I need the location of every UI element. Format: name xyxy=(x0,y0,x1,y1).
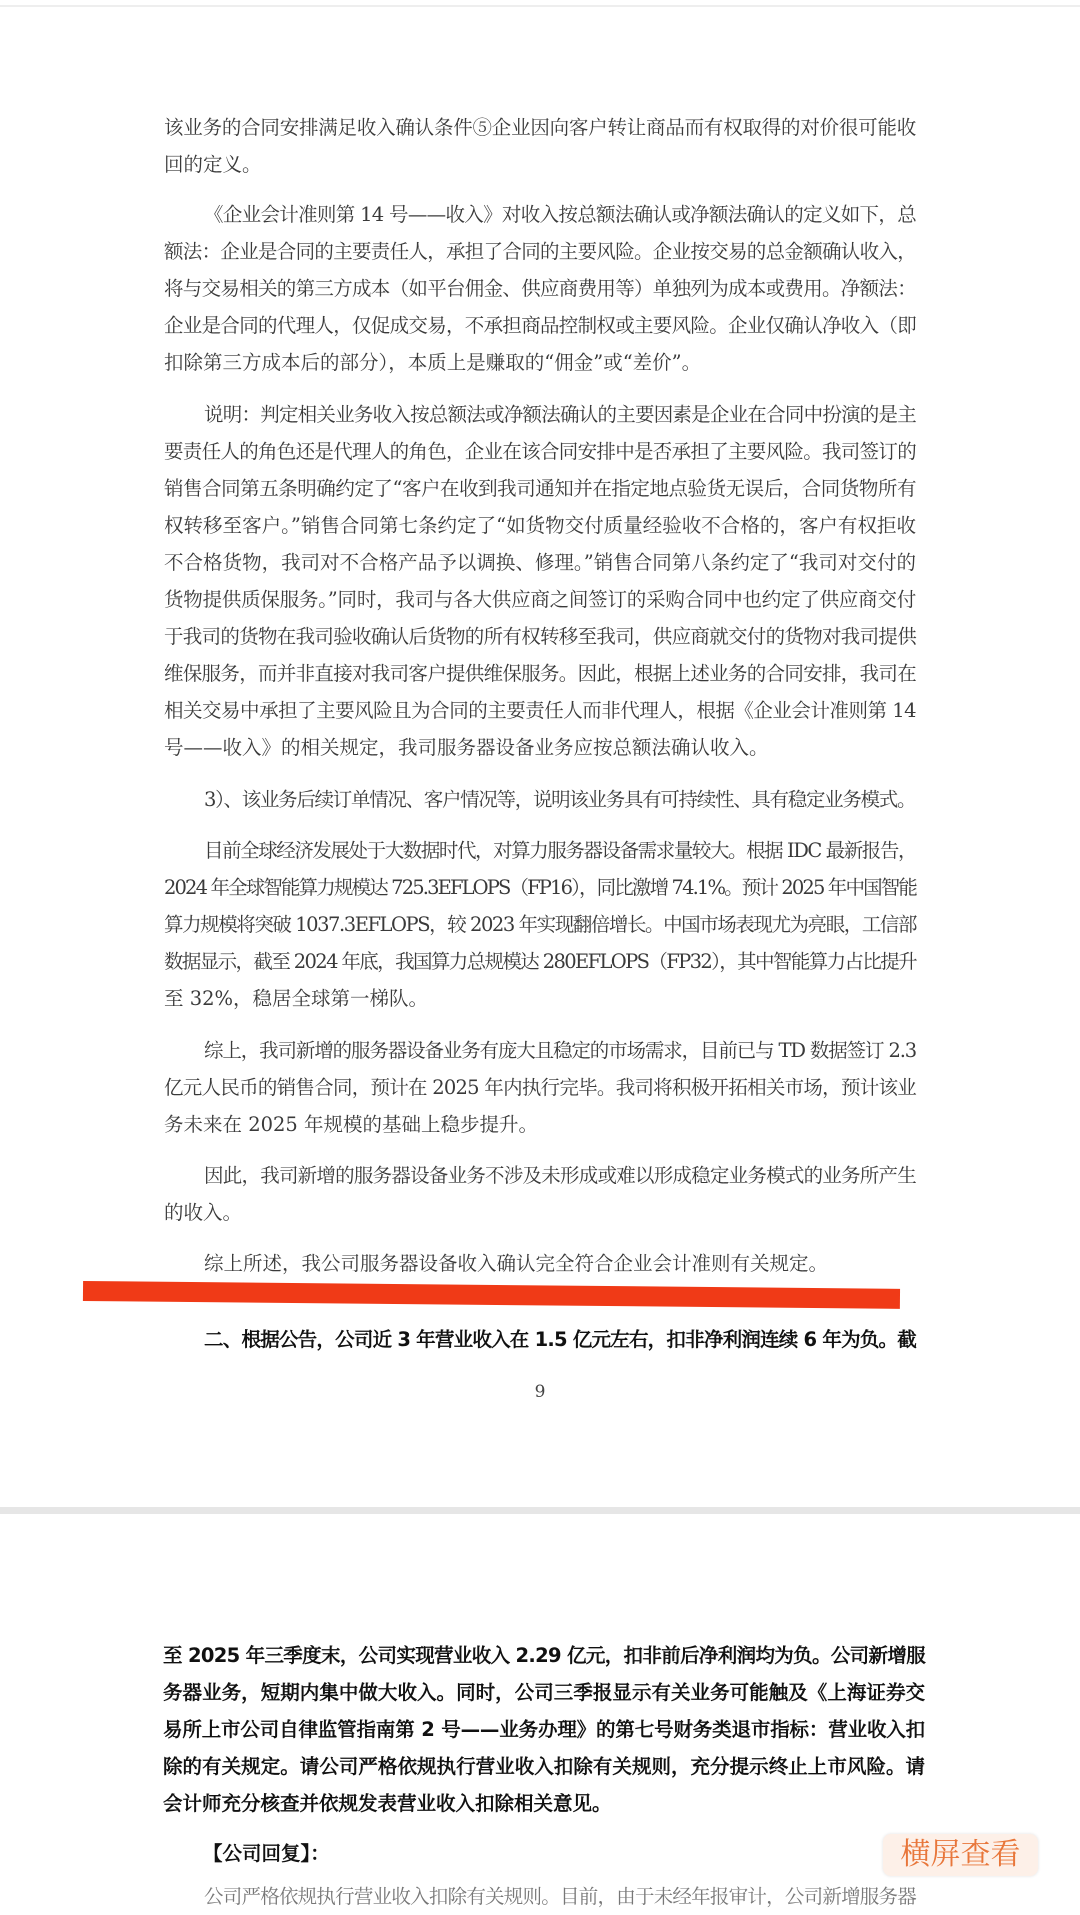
paragraph-line: 扣除第三方成本后的部分），本质上是赚取的“佣金”或“差价”。 xyxy=(164,351,702,374)
paragraph-line: 于我司的货物在我司验收确认后货物的所有权转移至我司，供应商就交付的货物对我司提供 xyxy=(164,625,916,648)
question-2-heading xyxy=(164,1321,916,1358)
red-highlight-underline xyxy=(83,1281,900,1309)
paragraph-line: 权转移至客户。”销售合同第七条约定了“如货物交付质量经验收不合格的，客户有权拒收 xyxy=(164,514,916,537)
question-line: 会计师充分核查并依规发表营业收入扣除相关意见。 xyxy=(163,1792,612,1815)
paragraph-line: 综上，我司新增的服务器设备业务有庞大且稳定的市场需求，目前已与 TD 数据签订 2.3 xyxy=(204,1039,916,1062)
paragraph-line: 因此，我司新增的服务器设备业务不涉及未形成或难以形成稳定业务模式的业务所产生 xyxy=(204,1164,916,1187)
question-line: 除的有关规定。请公司严格依规执行营业收入扣除有关规则，充分提示终止上市风险。请 xyxy=(163,1755,925,1778)
paragraph xyxy=(164,396,916,766)
paragraph-line: 销售合同第五条明确约定了“客户在收到我司通知并在指定地点验货无误后，合同货物所有 xyxy=(164,477,916,500)
paragraph-line: 《企业会计准则第 14 号——收入》对收入按总额法确认或净额法确认的定义如下，总 xyxy=(204,203,916,226)
viewer-top-divider xyxy=(0,5,1080,7)
paragraph-line: 回的定义。 xyxy=(164,153,262,176)
paragraph-line: 号——收入》的相关规定，我司服务器设备业务应按总额法确认收入。 xyxy=(164,736,769,759)
paragraph-line: 数据显示，截至 2024 年底，我国算力总规模达 280EFLOPS（FP32），其中智能算力占比提升 xyxy=(164,950,916,973)
paragraph-line: 算力规模将突破 1037.3EFLOPS，较 2023 年实现翻倍增长。中国市场表现尤为亮眼，工信部 xyxy=(164,913,916,936)
paragraph-line: 亿元人民币的销售合同，预计在 2025 年内执行完毕。我司将积极开拓相关市场，预计该业 xyxy=(164,1076,916,1099)
landscape-view-button[interactable]: 横屏查看 xyxy=(883,1834,1038,1876)
paragraph xyxy=(164,196,916,381)
paragraph-line: 至 32%，稳居全球第一梯队。 xyxy=(164,987,429,1010)
paragraph xyxy=(164,109,916,183)
paragraph-line: 综上所述，我公司服务器设备收入确认完全符合企业会计准则有关规定。 xyxy=(204,1252,829,1275)
question-line: 务器业务，短期内集中做大收入。同时，公司三季报显示有关业务可能触及《上海证券交 xyxy=(163,1681,925,1704)
paragraph xyxy=(164,1157,916,1231)
paragraph-line: 目前全球经济发展处于大数据时代，对算力服务器设备需求量较大。根据 IDC 最新报告， xyxy=(204,839,916,862)
paragraph xyxy=(164,1245,916,1282)
paragraph-line: 不合格货物，我司对不合格产品予以调换、修理。”销售合同第八条约定了“我司对交付的 xyxy=(164,551,916,574)
question-line: 易所上市公司自律监管指南第 2 号——业务办理》的第七号财务类退市指标：营业收入扣 xyxy=(163,1718,925,1741)
paragraph xyxy=(164,832,916,1017)
paragraph xyxy=(164,1032,916,1143)
paragraph xyxy=(164,781,916,818)
paragraph-line: 说明：判定相关业务收入按总额法或净额法确认的主要因素是企业在合同中扮演的是主 xyxy=(204,403,916,426)
reply-paragraph xyxy=(164,1878,916,1915)
paragraph-line: 相关交易中承担了主要风险且为合同的主要责任人而非代理人，根据《企业会计准则第 14 xyxy=(164,699,916,722)
question-2-continued xyxy=(163,1637,925,1822)
paragraph-line: 额法：企业是合同的主要责任人，承担了合同的主要风险。企业按交易的总金额确认收入， xyxy=(164,240,916,263)
company-reply-heading xyxy=(163,1835,925,1872)
paragraph-line: 的收入。 xyxy=(164,1201,243,1224)
paragraph-line: 将与交易相关的第三方成本（如平台佣金、供应商费用等）单独列为成本或费用。净额法： xyxy=(164,277,916,300)
question-line: 至 2025 年三季度末，公司实现营业收入 2.29 亿元，扣非前后净利润均为负。公司新增服 xyxy=(163,1644,925,1667)
reply-first-line: 公司严格依规执行营业收入扣除有关规则。目前，由于未经年报审计，公司新增服务器 xyxy=(204,1885,916,1908)
paragraph-line: 要责任人的角色还是代理人的角色，企业在该合同安排中是否承担了主要风险。我司签订的 xyxy=(164,440,916,463)
page-number: 9 xyxy=(534,1382,546,1402)
paragraph-line: 务未来在 2025 年规模的基础上稳步提升。 xyxy=(164,1113,539,1136)
paragraph-line: 3）、该业务后续订单情况、客户情况等，说明该业务具有可持续性、具有稳定业务模式。 xyxy=(204,788,916,811)
reply-heading-text: 【公司回复】： xyxy=(203,1842,330,1865)
question-heading-line: 二、根据公告，公司近 3 年营业收入在 1.5 亿元左右，扣非净利润连续 6 年为负。截 xyxy=(204,1328,916,1351)
paragraph-line: 该业务的合同安排满足收入确认条件⑤企业因向客户转让商品而有权取得的对价很可能收 xyxy=(164,116,916,139)
paragraph-line: 企业是合同的代理人，仅促成交易，不承担商品控制权或主要风险。企业仅确认净收入（即 xyxy=(164,314,916,337)
paragraph-line: 货物提供质保服务。”同时，我司与各大供应商之间签订的采购合同中也约定了供应商交付 xyxy=(164,588,916,611)
page-break-divider xyxy=(0,1507,1080,1514)
paragraph-line: 2024 年全球智能算力规模达 725.3EFLOPS（FP16），同比激增 74.1%。预计 2025 年中国智能 xyxy=(164,876,916,899)
paragraph-line: 维保服务，而并非直接对我司客户提供维保服务。因此，根据上述业务的合同安排，我司在 xyxy=(164,662,916,685)
